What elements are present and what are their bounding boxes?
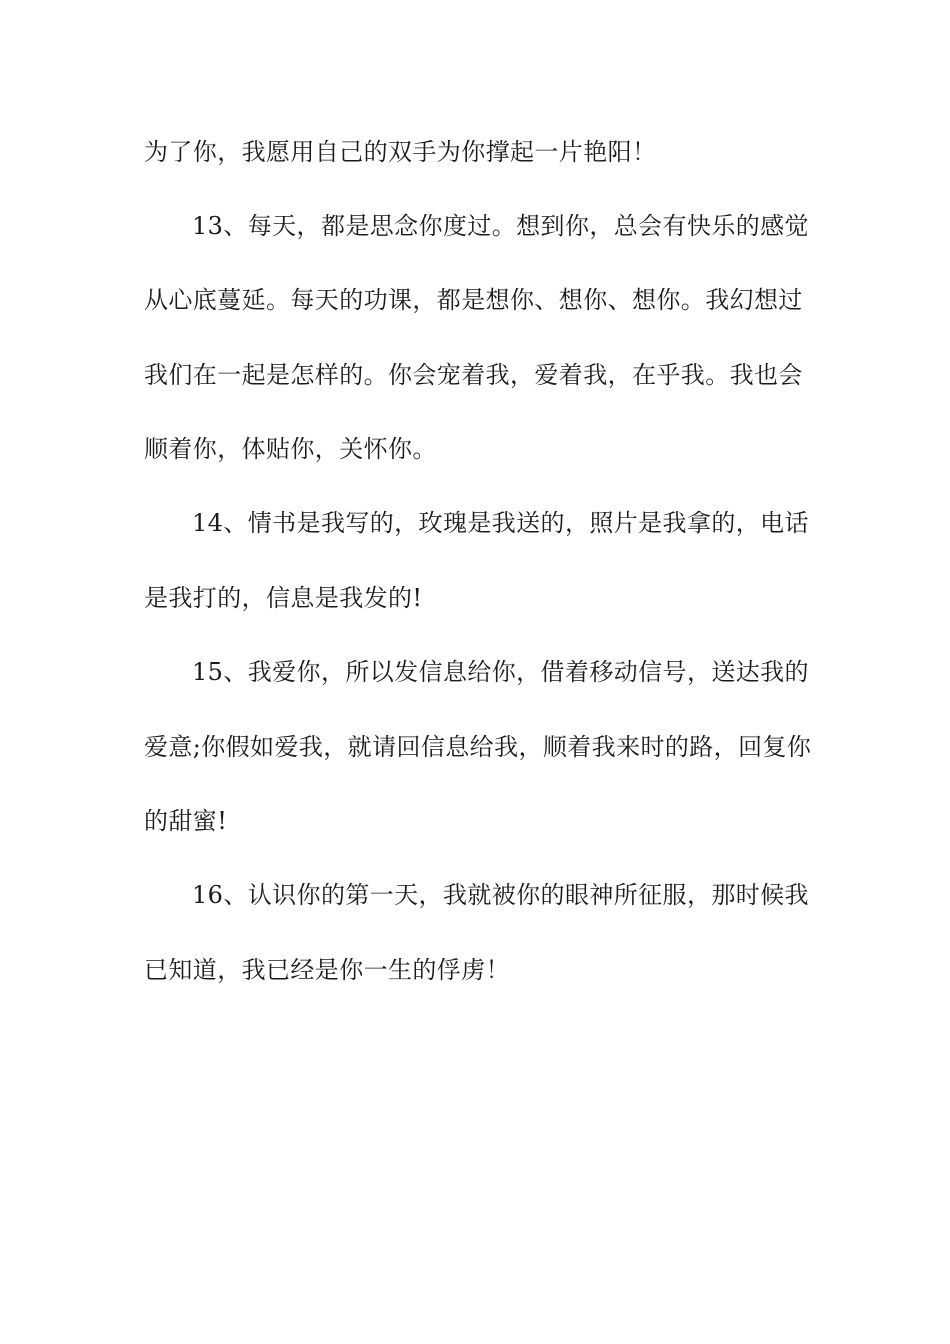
text-line: 的甜蜜!	[144, 807, 228, 835]
paragraph-15-line: 15、我爱你，所以发信息给你，借着移动信号，送达我的	[192, 658, 809, 686]
text-line: 我们在一起是怎样的。你会宠着我，爱着我，在乎我。我也会	[144, 361, 803, 389]
paragraph-16-line: 16、认识你的第一天，我就被你的眼神所征服，那时候我	[192, 881, 809, 909]
paragraph-14-line: 14、情书是我写的，玫瑰是我送的，照片是我拿的，电话	[192, 509, 809, 537]
text-line: 爱意;你假如爱我，就请回信息给我，顺着我来时的路，回复你	[144, 733, 812, 761]
text-line: 从心底蔓延。每天的功课，都是想你、想你、想你。我幻想过	[144, 286, 803, 314]
paragraph-13-line: 13、每天，都是思念你度过。想到你，总会有快乐的感觉	[192, 212, 809, 240]
text-line: 为了你，我愿用自己的双手为你撑起一片艳阳！	[144, 138, 657, 166]
text-line: 顺着你，体贴你，关怀你。	[144, 435, 437, 463]
text-line: 是我打的，信息是我发的!	[144, 584, 423, 612]
text-line: 已知道，我已经是你一生的俘虏！	[144, 956, 510, 984]
